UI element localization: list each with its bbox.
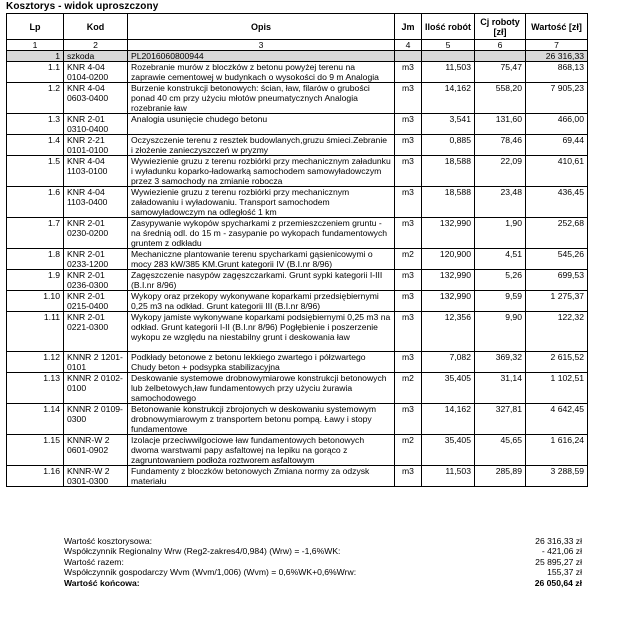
table-row (7, 114, 588, 135)
document-title: Kosztorys - widok uproszczony (6, 1, 159, 12)
summary-label: Współczynnik gospodarczy Wvm (Wvm/1,006) (Wvm) = 0,6%WK+0,6%Wrw: (64, 567, 357, 578)
item-opis: Burzenie konstrukcji betonowych: ścian, ław, filarów o grubości ponad 40 cm przy użyciu młotów pneumatycznych Analogia rozebranie ław (128, 83, 395, 114)
item-wartosc: 1 102,51 (526, 373, 588, 404)
table-row (7, 249, 588, 270)
item-lp: 1.6 (7, 187, 64, 218)
item-ilosc: 3,541 (422, 114, 475, 135)
item-jm: m2 (395, 249, 422, 270)
table-row (7, 156, 588, 187)
item-ilosc: 18,588 (422, 156, 475, 187)
column-number: 2 (64, 40, 128, 51)
item-cj: 131,60 (475, 114, 526, 135)
item-wartosc: 4 642,45 (526, 404, 588, 435)
item-kod: KNR 2-01 0310-0400 (64, 114, 128, 135)
summary-line (64, 578, 582, 588)
item-kod: KNR 4-04 1103-0100 (64, 156, 128, 187)
item-opis: Mechaniczne plantowanie terenu spycharkami gąsienicowymi o mocy 283 kW/385 KM.Grunt kategorii IV (B.I.nr 8/96) (128, 249, 395, 270)
table-row (7, 291, 588, 312)
table-row (7, 373, 588, 404)
item-kod: KNR 4-04 0104-0200 (64, 62, 128, 83)
item-jm: m2 (395, 435, 422, 466)
item-wartosc: 7 905,23 (526, 83, 588, 114)
item-jm: m3 (395, 466, 422, 487)
group-row (7, 51, 588, 62)
column-number: 1 (7, 40, 64, 51)
group-wartosc: 26 316,33 (526, 51, 588, 62)
item-ilosc: 12,356 (422, 312, 475, 352)
item-ilosc: 35,405 (422, 435, 475, 466)
item-opis: Izolacje przeciwwilgociowe ław fundamentowych betonowych dwoma warstwami papy asfaltowej na lepiku na gorąco z zagruntowaniem podłoża roztworem asfaltowym (128, 435, 395, 466)
header-lp: Lp (7, 14, 64, 40)
item-cj: 9,59 (475, 291, 526, 312)
summary-line (64, 536, 582, 546)
summary-value: - 421,06 zł (541, 546, 582, 557)
item-cj: 4,51 (475, 249, 526, 270)
item-lp: 1.10 (7, 291, 64, 312)
summary-label: Wartość końcowa: (64, 577, 140, 588)
item-kod: KNR 2-01 0221-0300 (64, 312, 128, 352)
cost-estimate-table (6, 13, 588, 487)
item-kod: KNNR-W 2 0601-0902 (64, 435, 128, 466)
group-cj (475, 51, 526, 62)
item-ilosc: 132,990 (422, 291, 475, 312)
summary-line (64, 567, 582, 577)
item-jm: m3 (395, 291, 422, 312)
item-cj: 78,46 (475, 135, 526, 156)
summary-value: 155,37 zł (547, 567, 582, 578)
summary-line (64, 557, 582, 567)
item-jm: m3 (395, 62, 422, 83)
item-wartosc: 436,45 (526, 187, 588, 218)
item-cj: 5,26 (475, 270, 526, 291)
item-opis: Analogia usunięcie chudego betonu (128, 114, 395, 135)
item-opis: Podkłady betonowe z betonu lekkiego zwartego i półzwartego Chudy beton + podsypka stabilizacyjna (128, 352, 395, 373)
item-wartosc: 2 615,52 (526, 352, 588, 373)
item-ilosc: 18,588 (422, 187, 475, 218)
summary-section (64, 536, 582, 588)
item-ilosc: 132,990 (422, 270, 475, 291)
item-opis: Rozebranie murów z bloczków z betonu powyżej terenu na zaprawie cementowej w budynkach o wysokości do 9 m Analogia (128, 62, 395, 83)
item-ilosc: 35,405 (422, 373, 475, 404)
item-lp: 1.1 (7, 62, 64, 83)
item-kod: KNR 2-01 0230-0200 (64, 218, 128, 249)
column-number: 6 (475, 40, 526, 51)
item-wartosc: 69,44 (526, 135, 588, 156)
item-kod: KNR 4-04 1103-0400 (64, 187, 128, 218)
item-wartosc: 1 616,24 (526, 435, 588, 466)
item-cj: 75,47 (475, 62, 526, 83)
item-lp: 1.12 (7, 352, 64, 373)
item-lp: 1.9 (7, 270, 64, 291)
item-cj: 22,09 (475, 156, 526, 187)
item-kod: KNR 2-01 0233-1200 (64, 249, 128, 270)
item-cj: 327,81 (475, 404, 526, 435)
item-opis: Wywiezienie gruzu z terenu rozbiórki przy mechanicznym załadowaniu i wyładowaniu. Transport samochodem samowyładowczym na odległość 1 km (128, 187, 395, 218)
item-ilosc: 11,503 (422, 466, 475, 487)
item-lp: 1.16 (7, 466, 64, 487)
item-cj: 1,90 (475, 218, 526, 249)
item-opis: Oczyszczenie terenu z resztek budowlanych,gruzu śmieci.Zebranie i złożenie zanieczyszczeń w pryzmy (128, 135, 395, 156)
header-opis: Opis (128, 14, 395, 40)
column-number: 3 (128, 40, 395, 51)
item-jm: m3 (395, 270, 422, 291)
item-ilosc: 7,082 (422, 352, 475, 373)
column-number: 4 (395, 40, 422, 51)
header-wartosc: Wartość [zł] (526, 14, 588, 40)
table-row (7, 270, 588, 291)
item-opis: Wywiezienie gruzu z terenu rozbiórki przy mechanicznym załadunku i wyładunku koparko-ładowarką samochodem samowyładowczym przez 3 samochody na zmianie robocza (128, 156, 395, 187)
group-jm (395, 51, 422, 62)
table-row (7, 218, 588, 249)
item-cj: 45,65 (475, 435, 526, 466)
item-lp: 1.5 (7, 156, 64, 187)
item-opis: Fundamenty z bloczków betonowych Zmiana normy za odzysk materiału (128, 466, 395, 487)
table-row (7, 404, 588, 435)
item-ilosc: 14,162 (422, 404, 475, 435)
table-row (7, 435, 588, 466)
item-lp: 1.15 (7, 435, 64, 466)
table-row (7, 62, 588, 83)
header-row (7, 14, 588, 40)
item-cj: 369,32 (475, 352, 526, 373)
item-jm: m3 (395, 312, 422, 352)
table-row (7, 352, 588, 373)
item-jm: m3 (395, 156, 422, 187)
item-kod: KNR 2-21 0101-0100 (64, 135, 128, 156)
item-jm: m2 (395, 373, 422, 404)
item-lp: 1.3 (7, 114, 64, 135)
item-kod: KNR 4-04 0603-0400 (64, 83, 128, 114)
column-number-row (7, 40, 588, 51)
header-kod: Kod (64, 14, 128, 40)
item-cj: 9,90 (475, 312, 526, 352)
summary-value: 26 050,64 zł (534, 577, 582, 588)
item-jm: m3 (395, 135, 422, 156)
item-opis: Wykopy jamiste wykonywane koparkami podsiębiernymi 0,25 m3 na odkład. Grunt kategorii I-II (B.I.nr 8/96) Pogłębienie i poszerzenie wykopu ze względu na niestabilny grunt i deskowania ław (128, 312, 395, 352)
item-lp: 1.14 (7, 404, 64, 435)
table-row (7, 135, 588, 156)
summary-label: Wartość kosztorysowa: (64, 536, 153, 546)
header-ilosc: Ilość robót (422, 14, 475, 40)
item-jm: m3 (395, 352, 422, 373)
item-kod: KNNR 2 0102-0100 (64, 373, 128, 404)
item-jm: m3 (395, 218, 422, 249)
item-lp: 1.7 (7, 218, 64, 249)
summary-label: Wartość razem: (64, 556, 124, 567)
item-ilosc: 120,900 (422, 249, 475, 270)
item-cj: 285,89 (475, 466, 526, 487)
item-lp: 1.4 (7, 135, 64, 156)
summary-label: Współczynnik Regionalny Wrw (Reg2-zakres4/0,984) (Wrw) = -1,6%WK: (64, 546, 341, 557)
table-row (7, 312, 588, 352)
item-opis: Deskowanie systemowe drobnowymiarowe konstrukcji betonowych lub żelbetowych,ław fundamentowych przy użyciu żurawia samochodowego (128, 373, 395, 404)
item-wartosc: 466,00 (526, 114, 588, 135)
column-number: 5 (422, 40, 475, 51)
item-opis: Betonowanie konstrukcji zbrojonych w deskowaniu systemowym drobnowymiarowym z transportem betonu pompą. Ławy i stopy fundamentowe (128, 404, 395, 435)
item-cj: 558,20 (475, 83, 526, 114)
table-row (7, 466, 588, 487)
item-wartosc: 545,26 (526, 249, 588, 270)
item-opis: Zasypywanie wykopów spycharkami z przemieszczeniem gruntu - na średnią odl. do 15 m - zasypanie po wykopach fundamentowych gruntem z odkładu (128, 218, 395, 249)
item-opis: Zagęszczenie nasypów zagęszczarkami. Grunt sypki kategorii I-III (B.I.nr 8/96) (128, 270, 395, 291)
column-number: 7 (526, 40, 588, 51)
group-opis: PL2016060800944 (128, 51, 395, 62)
item-kod: KNNR 2 1201-0101 (64, 352, 128, 373)
item-kod: KNR 2-01 0236-0300 (64, 270, 128, 291)
group-ilosc (422, 51, 475, 62)
item-lp: 1.8 (7, 249, 64, 270)
item-lp: 1.11 (7, 312, 64, 352)
group-kod: szkoda (64, 51, 128, 62)
item-kod: KNNR 2 0109-0300 (64, 404, 128, 435)
item-wartosc: 1 275,37 (526, 291, 588, 312)
item-jm: m3 (395, 83, 422, 114)
item-cj: 31,14 (475, 373, 526, 404)
table-row (7, 83, 588, 114)
item-ilosc: 14,162 (422, 83, 475, 114)
item-ilosc: 11,503 (422, 62, 475, 83)
item-opis: Wykopy oraz przekopy wykonywane koparkami przedsiębiernymi 0,25 m3 na odkład. Grunt kategorii III (B.I.nr 8/96) (128, 291, 395, 312)
item-jm: m3 (395, 404, 422, 435)
table-row (7, 187, 588, 218)
item-jm: m3 (395, 114, 422, 135)
summary-value: 25 895,27 zł (535, 556, 582, 567)
summary-line (64, 546, 582, 556)
item-cj: 23,48 (475, 187, 526, 218)
group-lp: 1 (7, 51, 64, 62)
item-lp: 1.13 (7, 373, 64, 404)
item-kod: KNR 2-01 0215-0400 (64, 291, 128, 312)
item-jm: m3 (395, 187, 422, 218)
item-ilosc: 0,885 (422, 135, 475, 156)
summary-value: 26 316,33 zł (535, 536, 582, 546)
header-jm: Jm (395, 14, 422, 40)
item-wartosc: 699,53 (526, 270, 588, 291)
item-ilosc: 132,990 (422, 218, 475, 249)
item-wartosc: 3 288,59 (526, 466, 588, 487)
item-wartosc: 252,68 (526, 218, 588, 249)
item-wartosc: 410,61 (526, 156, 588, 187)
item-wartosc: 868,13 (526, 62, 588, 83)
item-kod: KNNR-W 2 0301-0300 (64, 466, 128, 487)
item-lp: 1.2 (7, 83, 64, 114)
item-wartosc: 122,32 (526, 312, 588, 352)
header-cj: Cj roboty [zł] (475, 14, 526, 40)
